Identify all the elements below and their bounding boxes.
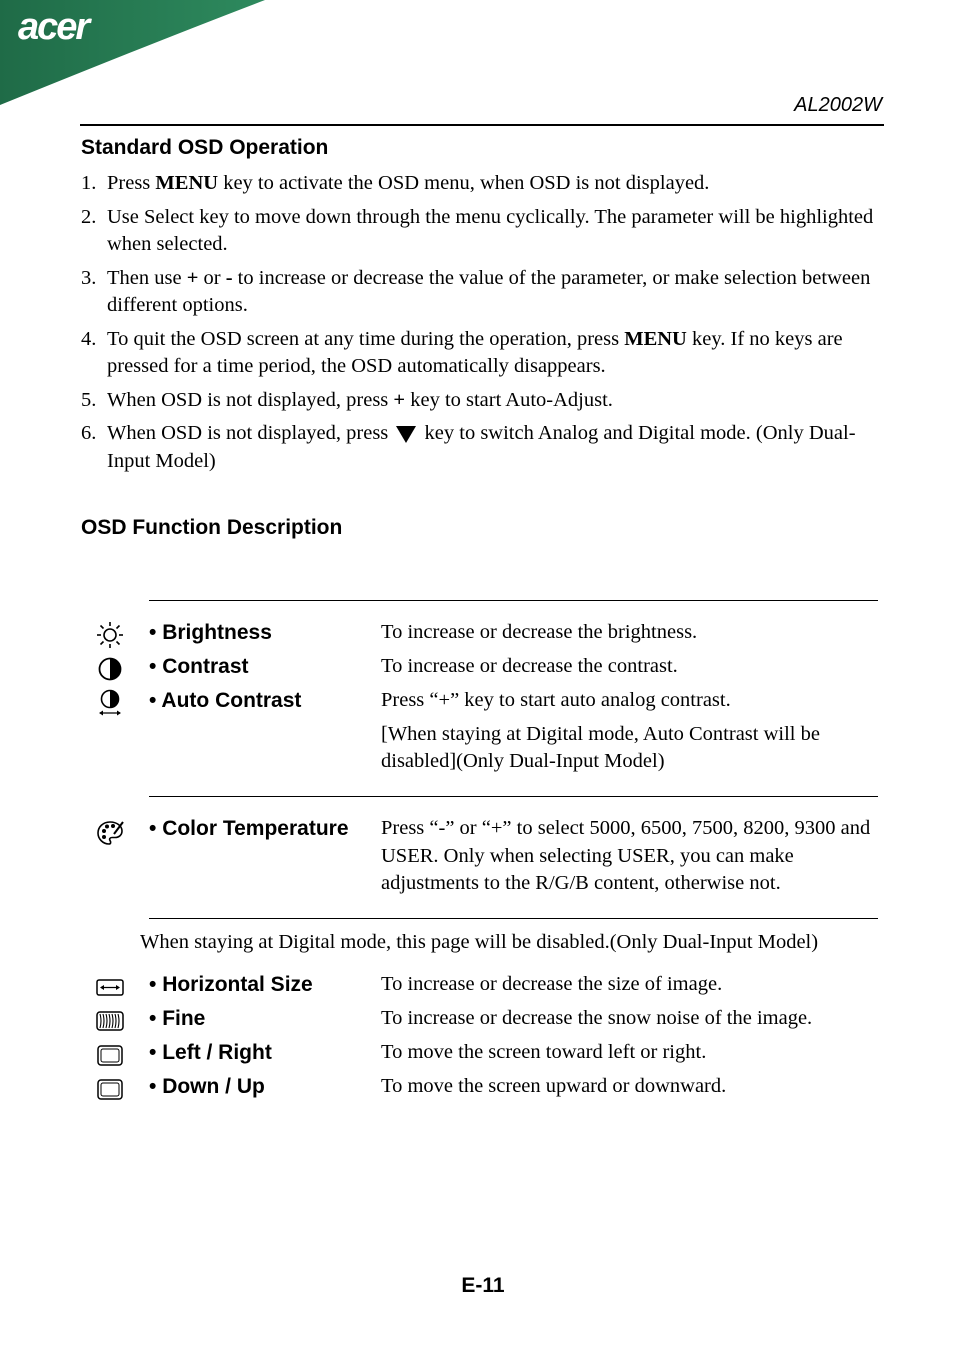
function-desc-contrast: To increase or decrease the contrast. [381,655,678,677]
contrast-icon [96,655,124,683]
step-item: 3. Then use + or - to increase or decrease the value of the parameter, or make selection between different options. [81,266,871,316]
function-label-auto-contrast: Auto Contrast [161,689,302,712]
acer-logo: acer [18,6,89,48]
function-label-down-up: Down / Up [162,1075,265,1098]
step-item: 6. When OSD is not displayed, press key to switch Analog and Digital mode. (Only Dual-Input Model) [81,422,856,472]
section-title-osd-function: OSD Function Description [81,516,343,539]
step-item: 2. Use Select key to move down through the menu cyclically. The parameter will be highlighted when selected. [81,205,874,255]
function-desc-horizontal-size: To increase or decrease the size of image. [381,973,723,995]
function-desc-auto-contrast-note: [When staying at Digital mode, Auto Contrast will be disabled](Only Dual-Input Model) [381,722,820,772]
model-name: AL2002W [794,94,882,116]
step-item: 4. To quit the OSD screen at any time during the operation, press MENU key. If no keys are pressed for a time period, the OSD automatically disappears. [81,327,843,377]
osd-steps-list [81,170,884,481]
acer-logo-band [0,0,270,110]
brightness-icon [96,621,124,649]
fine-icon [96,1007,124,1035]
function-desc-brightness: To increase or decrease the brightness. [381,621,698,643]
function-label-brightness: Brightness [162,621,272,644]
section-title-standard-osd: Standard OSD Operation [81,136,329,159]
function-desc-auto-contrast: Press “+” key to start auto analog contrast. [381,689,731,711]
function-desc-left-right: To move the screen toward left or right. [381,1041,707,1063]
divider [149,918,878,919]
down-up-icon [96,1075,124,1103]
digital-mode-note: When staying at Digital mode, this page will be disabled.(Only Dual-Input Model) [140,931,819,953]
down-triangle-icon [396,426,416,443]
step-item: 1. Press MENU key to activate the OSD menu, when OSD is not displayed. [81,172,710,194]
horizontal-size-icon [96,973,124,1001]
color-palette-icon [96,819,124,847]
function-desc-color-temperature: Press “-” or “+” to select 5000, 6500, 7500, 8200, 9300 and USER. Only when selecting USER, you can make adjustments to the R/G/B content, otherwise not. [381,817,871,894]
function-label-color-temperature: Color Temperature [162,817,349,840]
function-label-fine: Fine [162,1007,206,1030]
function-label-contrast: Contrast [162,655,249,678]
divider [149,796,878,797]
function-desc-down-up: To move the screen upward or downward. [381,1075,727,1097]
function-label-horizontal-size: Horizontal Size [162,973,313,996]
step-item: 5. When OSD is not displayed, press + key to start Auto-Adjust. [81,388,613,411]
left-right-icon [96,1041,124,1069]
page-number: E-11 [461,1274,505,1297]
auto-contrast-icon [96,689,124,717]
function-desc-fine: To increase or decrease the snow noise of the image. [381,1007,813,1029]
function-label-left-right: Left / Right [162,1041,272,1064]
header-rule [80,124,884,126]
divider [149,600,878,601]
